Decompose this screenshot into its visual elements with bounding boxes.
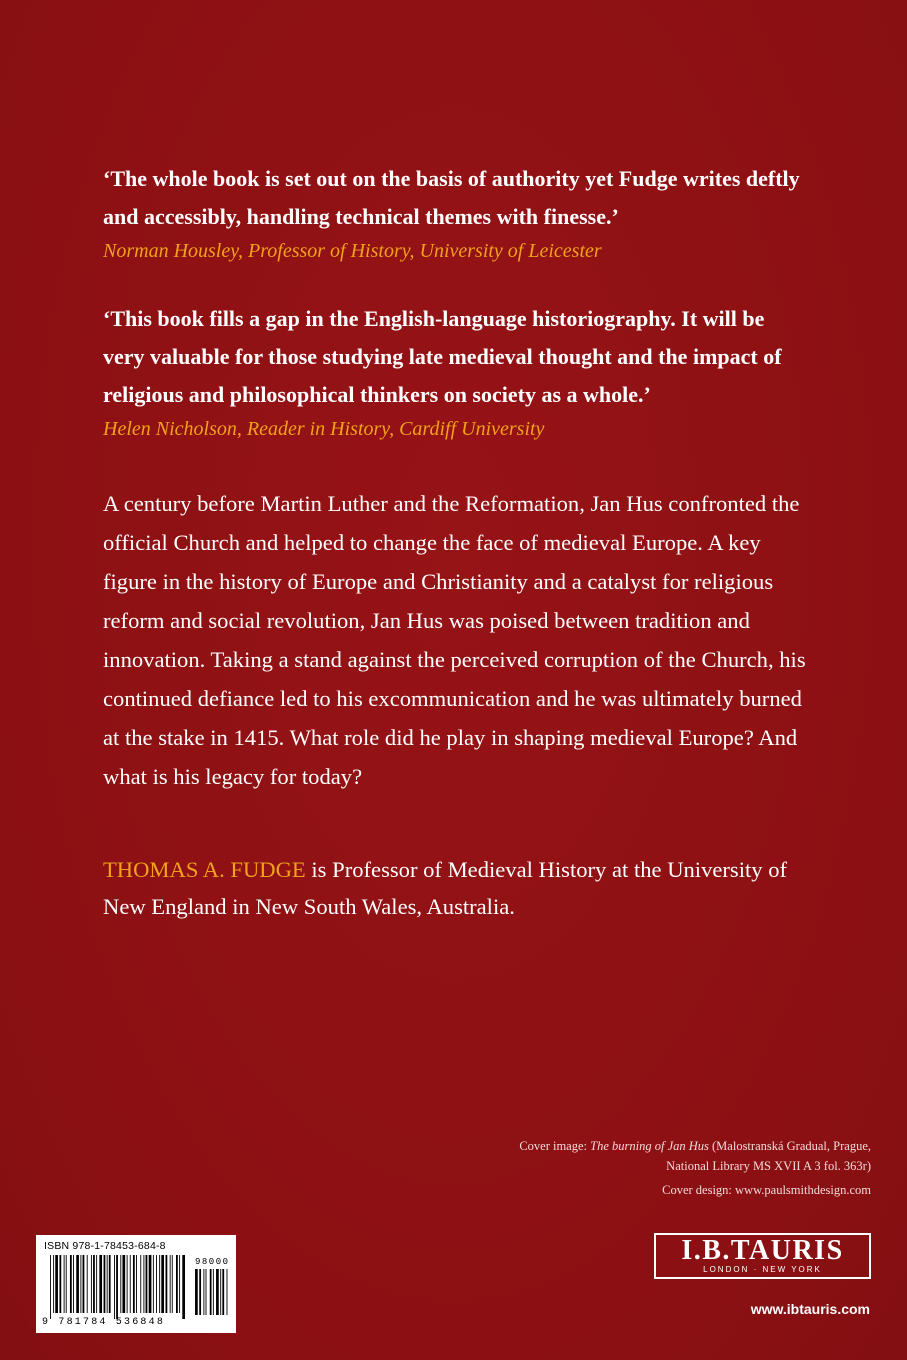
- barcode-bar: [172, 1255, 173, 1313]
- author-bio: [103, 851, 813, 925]
- barcode-bar: [120, 1255, 121, 1313]
- price-bar: [199, 1269, 201, 1315]
- barcode-bar: [176, 1255, 178, 1313]
- barcode-bar: [179, 1255, 180, 1313]
- isbn-barcode: [36, 1235, 236, 1333]
- barcode-bar: [182, 1255, 185, 1319]
- cover-image-credit: [491, 1136, 871, 1176]
- barcode-bar: [127, 1255, 128, 1313]
- author-name: THOMAS A. FUDGE: [103, 857, 306, 882]
- publisher-name: I.B.TAURIS: [681, 1235, 844, 1266]
- barcode-bar: [99, 1255, 102, 1313]
- price-bar: [216, 1269, 219, 1315]
- barcode-bar: [104, 1255, 106, 1313]
- barcode-bar: [161, 1255, 164, 1313]
- barcode-bar: [50, 1255, 51, 1319]
- barcode-bar: [76, 1255, 79, 1313]
- barcode-bar: [156, 1255, 157, 1313]
- review-quote-2: [103, 300, 803, 444]
- barcode-bar: [159, 1255, 160, 1313]
- book-description: A century before Martin Luther and the Reformation, Jan Hus confronted the official Church and helped to change the face of medieval Europe. A key figure in the history of Europe and Christianity and a catalyst for religious reform and social revolution, Jan Hus was poised between tradition and innovation. Taking a stand against the perceived corruption of the Church, his continued defiance led to his excommunication and he was ultimately burned at the stake in 1415. What role did he play in shaping medieval Europe? And what is his legacy for today?: [103, 491, 806, 789]
- quote-attribution: Helen Nicholson, Reader in History, Cardiff University: [103, 418, 545, 440]
- price-bar: [213, 1269, 214, 1315]
- isbn-number: ISBN 978-1-78453-684-8: [44, 1240, 166, 1252]
- review-quote-1: [103, 160, 803, 266]
- quote-text: ‘The whole book is set out on the basis of authority yet Fudge writes deftly and accessibly, handling technical themes with finesse.’: [103, 166, 800, 229]
- cover-design-credit: Cover design: www.paulsmithdesign.com: [662, 1183, 871, 1197]
- barcode-bar: [59, 1255, 61, 1313]
- price-code: 98000: [195, 1257, 230, 1267]
- quote-text: ‘This book fills a gap in the English-language historiography. It will be very valuable for those studying late medieval thought and the impact of religious and philosophical thinkers on society as a whole.’: [103, 306, 782, 407]
- barcode-bar: [130, 1255, 131, 1313]
- price-bar: [210, 1269, 212, 1315]
- credit-title: The burning of Jan Hus: [590, 1139, 709, 1153]
- price-bar: [195, 1269, 198, 1315]
- barcode-bar: [87, 1255, 88, 1313]
- credit-label: Cover image:: [519, 1139, 588, 1153]
- barcode-bar: [166, 1255, 168, 1313]
- publisher-url: www.ibtauris.com: [750, 1301, 870, 1317]
- barcode-bar: [149, 1255, 152, 1313]
- barcode-bar: [122, 1255, 125, 1313]
- barcode-bar: [170, 1255, 171, 1313]
- barcode-bar: [146, 1255, 148, 1313]
- barcode-bar: [91, 1255, 92, 1313]
- barcode-bar: [80, 1255, 81, 1313]
- barcode-bar: [136, 1255, 137, 1313]
- barcode-bar: [153, 1255, 154, 1313]
- barcode-bar: [53, 1255, 54, 1313]
- publisher-logo: [654, 1233, 871, 1279]
- barcode-bar: [64, 1255, 65, 1313]
- author-bio-text: is Professor of Medieval History at the University of New England in New South Wales, Australia.: [103, 857, 788, 919]
- barcode-digits: 9 781784 536848: [42, 1317, 166, 1328]
- barcode-bar: [73, 1255, 74, 1313]
- price-bar: [227, 1269, 228, 1315]
- publisher-cities: LONDON · NEW YORK: [703, 1265, 822, 1274]
- barcode-bar: [133, 1255, 135, 1313]
- barcode-bar: [93, 1255, 95, 1313]
- price-bar: [203, 1269, 204, 1315]
- barcode-bar: [116, 1255, 118, 1319]
- barcode-bar: [140, 1255, 141, 1313]
- barcode-bar: [109, 1255, 111, 1313]
- price-bar: [222, 1269, 224, 1315]
- barcode-bar: [55, 1255, 58, 1313]
- barcode-bar: [96, 1255, 97, 1313]
- barcode-bar: [66, 1255, 67, 1313]
- barcode-bar: [107, 1255, 108, 1313]
- price-bar: [220, 1269, 221, 1315]
- barcode-bar: [83, 1255, 85, 1313]
- price-bar: [206, 1269, 207, 1315]
- barcode-bar: [143, 1255, 144, 1313]
- credit-source: (Malostranská Gradual, Prague, National Library MS XVII A 3 fol. 363r): [666, 1139, 871, 1173]
- barcode-bar: [70, 1255, 72, 1313]
- quote-attribution: Norman Housley, Professor of History, University of Leicester: [103, 240, 602, 262]
- barcode-bar: [114, 1255, 115, 1319]
